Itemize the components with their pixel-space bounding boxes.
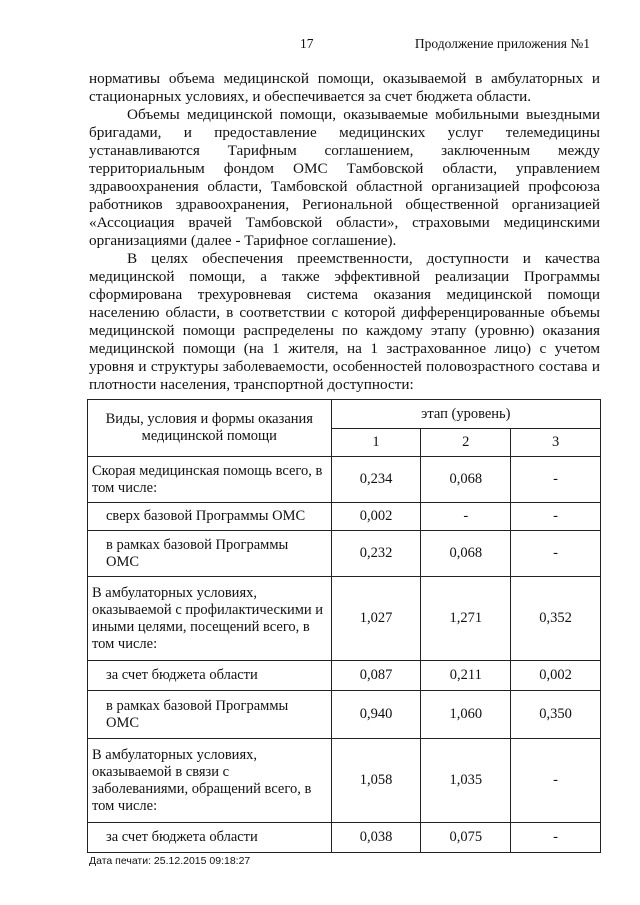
row-value-level-2: 0,075 xyxy=(421,823,511,853)
paragraph-3: В целях обеспечения преемственности, доступности и качества медицинской помощи, а также эффективной реализации Программы сформирована трехуровневая система оказания медицинской помощи населению области, в соответствии с которой дифференцированные объемы медицинской помощи распределены по каждому этапу (уровню) оказания медицинской помощи (на 1 жителя, на 1 застрахованное лицо) с учетом уровня и структуры заболеваемости, особенностей половозрастного состава и плотности населения, транспортной доступности: xyxy=(89,250,600,393)
row-value-level-2: 0,068 xyxy=(421,531,511,577)
table-row xyxy=(88,577,601,661)
row-value-level-2: - xyxy=(421,503,511,531)
running-head: Продолжение приложения №1 xyxy=(414,36,590,51)
row-value-level-2: 1,271 xyxy=(421,577,511,661)
row-value-level-3: - xyxy=(511,823,601,853)
row-value-level-1: 1,027 xyxy=(331,577,421,661)
print-date: Дата печати: 25.12.2015 09:18:27 xyxy=(89,855,251,867)
level-header-3: 3 xyxy=(511,429,601,457)
row-label: В амбулаторных условиях, оказываемой в связи с заболеваниями, обращений всего, в том числе: xyxy=(88,739,332,823)
table-row xyxy=(88,691,601,739)
table-header-row xyxy=(88,400,601,429)
care-levels-table xyxy=(87,399,601,853)
row-value-level-3: - xyxy=(511,531,601,577)
page-number: 17 xyxy=(300,36,314,51)
table-row xyxy=(88,531,601,577)
row-label: сверх базовой Программы ОМС xyxy=(88,503,332,531)
table-row xyxy=(88,457,601,503)
paragraph-2: Объемы медицинской помощи, оказываемые мобильными выездными бригадами, и предоставление медицинских услуг телемедицины устанавливаются Тарифным соглашением, заключенным между территориальным фондом ОМС Тамбовской области, управлением здравоохранения области, Тамбовской областной организацией профсоюза работников здравоохранения, Региональной общественной организацией «Ассоциация врачей Тамбовской области», страховыми медицинскими организациями (далее - Тарифное соглашение). xyxy=(89,106,600,249)
row-value-level-3: - xyxy=(511,503,601,531)
row-value-level-1: 0,940 xyxy=(331,691,421,739)
row-label: за счет бюджета области xyxy=(88,823,332,853)
row-value-level-1: 0,232 xyxy=(331,531,421,577)
table-row xyxy=(88,823,601,853)
body-text xyxy=(89,70,600,394)
table-row xyxy=(88,661,601,691)
table-row xyxy=(88,503,601,531)
row-value-level-1: 0,038 xyxy=(331,823,421,853)
row-label: в рамках базовой Программы ОМС xyxy=(88,691,332,739)
row-value-level-2: 1,035 xyxy=(421,739,511,823)
row-label: в рамках базовой Программы ОМС xyxy=(88,531,332,577)
stage-header: этап (уровень) xyxy=(331,400,600,429)
row-value-level-2: 0,068 xyxy=(421,457,511,503)
row-value-level-3: 0,002 xyxy=(511,661,601,691)
row-value-level-1: 0,234 xyxy=(331,457,421,503)
row-value-level-3: - xyxy=(511,739,601,823)
level-header-1: 1 xyxy=(331,429,421,457)
row-value-level-1: 0,087 xyxy=(331,661,421,691)
row-label: Скорая медицинская помощь всего, в том числе: xyxy=(88,457,332,503)
care-type-header: Виды, условия и формы оказания медицинской помощи xyxy=(88,400,332,457)
row-value-level-2: 0,211 xyxy=(421,661,511,691)
level-header-2: 2 xyxy=(421,429,511,457)
row-label: В амбулаторных условиях, оказываемой с профилактическими и иными целями, посещений всего, в том числе: xyxy=(88,577,332,661)
row-value-level-1: 0,002 xyxy=(331,503,421,531)
row-value-level-3: 0,350 xyxy=(511,691,601,739)
table-row xyxy=(88,739,601,823)
row-value-level-1: 1,058 xyxy=(331,739,421,823)
row-value-level-2: 1,060 xyxy=(421,691,511,739)
row-label: за счет бюджета области xyxy=(88,661,332,691)
row-value-level-3: - xyxy=(511,457,601,503)
row-value-level-3: 0,352 xyxy=(511,577,601,661)
paragraph-1: нормативы объема медицинской помощи, оказываемой в амбулаторных и стационарных условиях, и обеспечивается за счет бюджета области. xyxy=(89,70,600,105)
